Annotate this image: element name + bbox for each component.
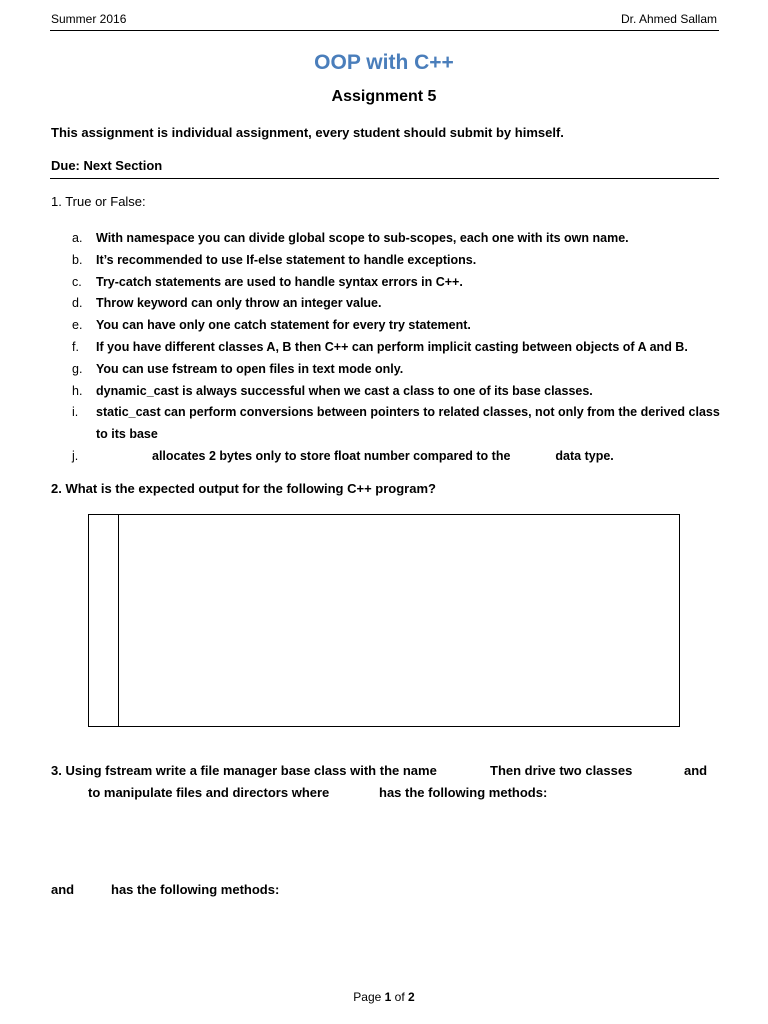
list-item bbox=[0, 250, 768, 272]
due-date: Due: Next Section bbox=[51, 158, 163, 173]
list-item bbox=[0, 381, 768, 403]
list-item-text: dynamic_cast is always successful when we cast a class to one of its base classes. bbox=[96, 383, 593, 398]
question-3-text: has the following methods: bbox=[111, 882, 280, 897]
code-listing-box bbox=[88, 514, 680, 727]
page-prefix: Page bbox=[353, 990, 382, 1004]
list-item-text-part-2: data type. bbox=[555, 448, 614, 463]
list-item-text: Try-catch statements are used to handle syntax errors in C++. bbox=[96, 274, 463, 289]
question-3-text: 3. Using fstream write a file manager base class with the name bbox=[51, 763, 437, 778]
list-item bbox=[0, 293, 768, 315]
list-item-letter: c. bbox=[72, 274, 82, 289]
list-item-letter: j. bbox=[72, 448, 79, 463]
list-item bbox=[0, 228, 768, 250]
list-item bbox=[0, 446, 768, 468]
page-number bbox=[0, 990, 768, 1004]
list-item-text: Throw keyword can only throw an integer value. bbox=[96, 296, 382, 311]
list-item-letter: g. bbox=[72, 361, 83, 376]
list-item-text: static_cast can perform conversions between pointers to related classes, not only from the derived class to its base bbox=[96, 405, 720, 442]
list-item-text: If you have different classes A, B then C++ can perform implicit casting between objects of A and B. bbox=[96, 339, 688, 354]
list-item bbox=[0, 359, 768, 381]
question-3-text: has the following methods: bbox=[379, 785, 548, 800]
question-3-text: Then drive two classes bbox=[490, 763, 633, 778]
document-title: OOP with C++ bbox=[314, 51, 454, 74]
list-item-text: You can have only one catch statement for every try statement. bbox=[96, 318, 471, 333]
question-3-text: and bbox=[684, 763, 708, 778]
code-line-number-gutter bbox=[118, 515, 119, 726]
true-false-list bbox=[0, 228, 768, 468]
list-item-text: It’s recommended to use If-else statement to handle exceptions. bbox=[96, 252, 477, 267]
question-3-text: to manipulate files and directors where bbox=[88, 785, 330, 800]
section-divider bbox=[50, 178, 719, 179]
page-of: of bbox=[394, 990, 405, 1004]
list-item-letter: i. bbox=[72, 405, 79, 420]
assignment-notice: This assignment is individual assignment, every student should submit by himself. bbox=[51, 125, 564, 140]
question-1-heading: 1. True or False: bbox=[51, 194, 146, 209]
page-current: 1 bbox=[384, 990, 392, 1004]
question-3-text: and bbox=[51, 882, 75, 897]
list-item-letter: b. bbox=[72, 252, 83, 267]
header-instructor: Dr. Ahmed Sallam bbox=[620, 12, 717, 26]
list-item-text-part-1: allocates 2 bytes only to store float number compared to the bbox=[152, 448, 511, 463]
list-item bbox=[0, 337, 768, 359]
question-2-heading: 2. What is the expected output for the following C++ program? bbox=[51, 481, 436, 496]
list-item-text bbox=[96, 446, 722, 468]
list-item-letter: e. bbox=[72, 318, 83, 333]
assignment-title: Assignment 5 bbox=[331, 88, 437, 105]
header-divider bbox=[50, 30, 719, 31]
list-item-letter: d. bbox=[72, 296, 83, 311]
list-item-text: With namespace you can divide global scope to sub-scopes, each one with its own name. bbox=[96, 231, 629, 245]
list-item-letter: f. bbox=[72, 339, 79, 354]
list-item-letter: h. bbox=[72, 383, 83, 398]
list-item bbox=[0, 402, 768, 446]
page-total: 2 bbox=[408, 990, 415, 1004]
list-item-letter: a. bbox=[72, 231, 83, 245]
header-term: Summer 2016 bbox=[51, 12, 127, 26]
list-item bbox=[0, 272, 768, 294]
list-item-text: You can use fstream to open files in text mode only. bbox=[96, 361, 404, 376]
list-item bbox=[0, 315, 768, 337]
